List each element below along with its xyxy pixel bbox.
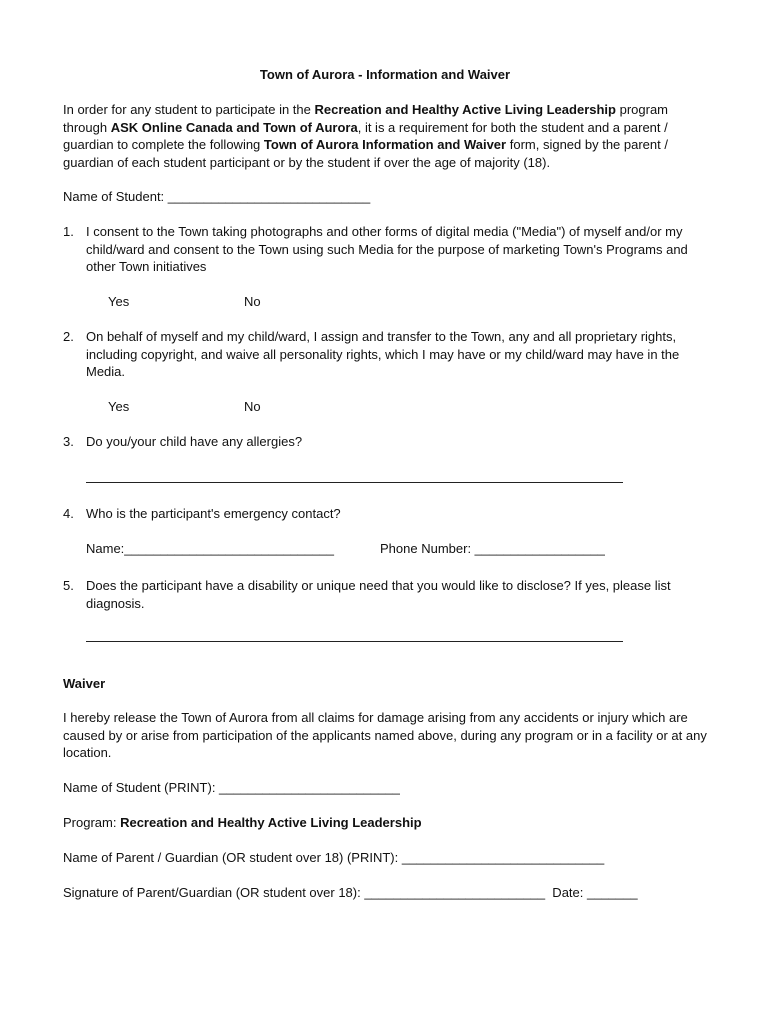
disability-answer-line[interactable]	[86, 641, 623, 642]
intro-text-3: , it is a requirement for both the student and a parent / guardian to complete the following	[63, 119, 668, 152]
question-3	[63, 433, 713, 451]
question-1	[63, 223, 713, 276]
question-2	[63, 328, 713, 381]
question-1-no-option[interactable]: No	[244, 294, 261, 309]
student-name-field[interactable]: Name of Student: ____________________________	[63, 189, 371, 204]
parent-name-field[interactable]: Name of Parent / Guardian (OR student over 18) (PRINT): ____________________________	[63, 850, 605, 865]
intro-program-name: Recreation and Healthy Active Living Leadership	[314, 102, 616, 117]
waiver-text: I hereby release the Town of Aurora from all claims for damage arising from any accidents or injury which are caused by or arise from participation of the applicants named above, during any program or in a facility or at any location.	[63, 710, 707, 760]
intro-form-name: Town of Aurora Information and Waiver	[263, 137, 507, 152]
question-number: 5.	[63, 578, 74, 593]
question-2-no-option[interactable]: No	[244, 399, 261, 414]
question-text: Do you/your child have any allergies?	[86, 434, 303, 449]
question-text: Does the participant have a disability or unique need that you would like to disclose? If yes, please list diagnosis.	[86, 578, 671, 611]
print-student-name-field[interactable]: Name of Student (PRINT): _________________________	[63, 780, 400, 795]
question-number: 3.	[63, 434, 74, 449]
question-5	[63, 577, 713, 612]
allergies-answer-line[interactable]	[86, 482, 623, 483]
emergency-name-field[interactable]: Name:_____________________________	[86, 541, 334, 556]
intro-text-4: form, signed by the parent / guardian of each student participant or by the student if over the age of majority (18).	[63, 137, 668, 170]
program-line	[63, 814, 713, 832]
question-2-yes-option[interactable]: Yes	[108, 399, 130, 414]
emergency-phone-field[interactable]: Phone Number: __________________	[380, 541, 605, 556]
form-title: Town of Aurora - Information and Waiver	[259, 67, 511, 82]
question-text: Who is the participant's emergency contact?	[86, 506, 341, 521]
question-number: 2.	[63, 329, 74, 344]
intro-text-2: program through	[63, 102, 669, 135]
question-number: 1.	[63, 224, 74, 239]
question-1-yes-option[interactable]: Yes	[108, 294, 130, 309]
waiver-heading: Waiver	[63, 676, 106, 691]
program-value: Recreation and Healthy Active Living Leadership	[120, 815, 422, 830]
question-text: I consent to the Town taking photographs and other forms of digital media ("Media") of myself and/or my child/ward and consent to the Town using such Media for the purpose of marketing Town's Programs and other Town initiatives	[86, 224, 688, 274]
program-label: Program:	[63, 815, 121, 830]
intro-paragraph	[63, 101, 713, 171]
question-text: On behalf of myself and my child/ward, I assign and transfer to the Town, any and all proprietary rights, including copyright, and waive all personality rights, which I may have or my child/ward may have in the Media.	[86, 329, 680, 379]
signature-date-field[interactable]: Signature of Parent/Guardian (OR student over 18): _________________________ Date: _______	[63, 885, 638, 900]
question-4	[63, 505, 713, 523]
intro-partners: ASK Online Canada and Town of Aurora	[110, 119, 358, 135]
intro-text-1: In order for any student to participate in the	[63, 102, 315, 117]
question-number: 4.	[63, 506, 74, 521]
